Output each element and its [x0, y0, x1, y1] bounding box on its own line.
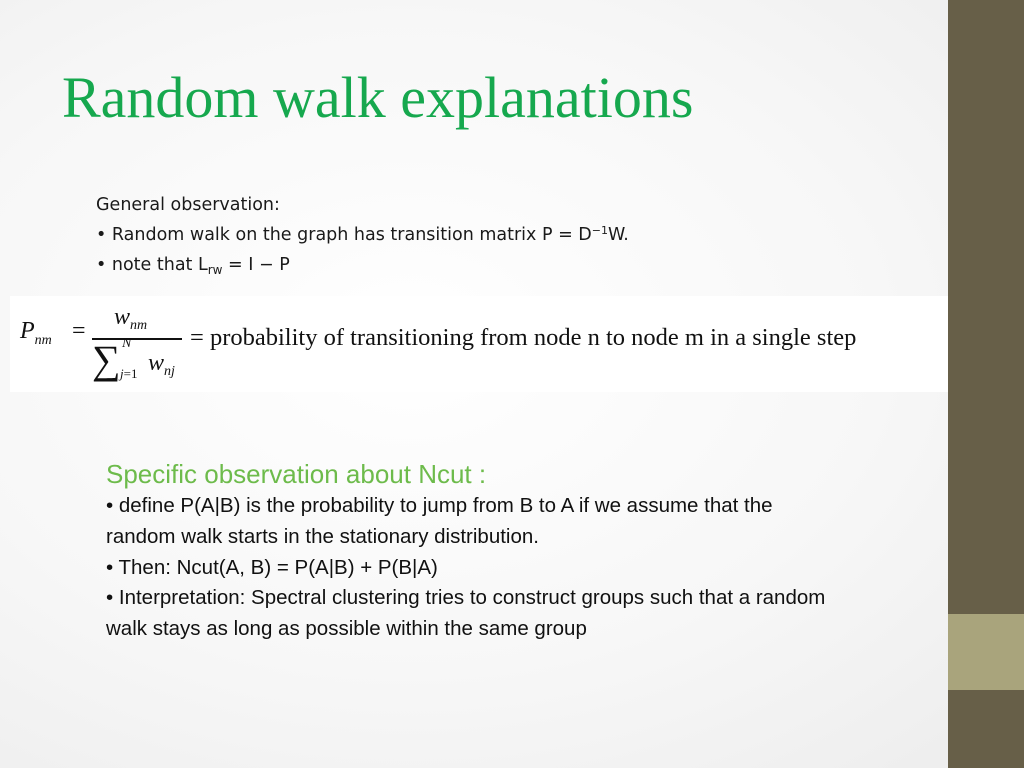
formula-denominator [148, 350, 175, 380]
specific-heading: Specific observation about Ncut : [106, 459, 487, 489]
sum-upper-limit: N [122, 336, 132, 351]
sum-index: j [120, 366, 124, 381]
sum-start: =1 [123, 366, 138, 381]
bullet-text-end: W. [608, 225, 629, 245]
rw-subscript: rw [207, 263, 223, 277]
general-bullet-laplacian [96, 250, 629, 280]
formula-lhs-sub: nm [34, 333, 52, 348]
specific-observation [106, 458, 826, 645]
sum-lower-limit [120, 366, 137, 382]
bullet-text: • note that L [96, 255, 208, 275]
bullet-text-end: = I − P [222, 255, 290, 275]
formula-lhs-var: P [20, 318, 35, 344]
sidebar-accent-block [948, 614, 1024, 690]
bullet-text: • Random walk on the graph has transition matrix P = D [96, 225, 592, 245]
formula-description: = probability of transitioning from node n to node m in a single step [190, 324, 857, 351]
formula-lhs [20, 318, 52, 349]
numerator-sub: nm [130, 318, 148, 333]
specific-bullet-ncut: • Then: Ncut(A, B) = P(A|B) + P(B|A) [106, 555, 438, 579]
general-bullet-transition [96, 220, 629, 250]
slide-title: Random walk explanations [62, 65, 694, 130]
general-observation [96, 190, 629, 280]
general-heading: General observation: [96, 195, 280, 215]
formula-equals: = [72, 318, 86, 344]
specific-bullet-definition: • define P(A|B) is the probability to jump from B to A if we assume that the random walk starts in the stationary distribution. [106, 494, 773, 548]
specific-bullet-interpretation: • Interpretation: Spectral clustering tries to construct groups such that a random walk stays as long as possible within the same group [106, 586, 826, 641]
formula-numerator [114, 304, 147, 334]
inverse-exponent: −1 [591, 224, 609, 237]
formula-image [10, 296, 948, 392]
denominator-var: w [148, 350, 165, 376]
denominator-sub: nj [164, 364, 175, 379]
sum-symbol: ∑ [92, 337, 121, 382]
numerator-var: w [114, 304, 131, 330]
